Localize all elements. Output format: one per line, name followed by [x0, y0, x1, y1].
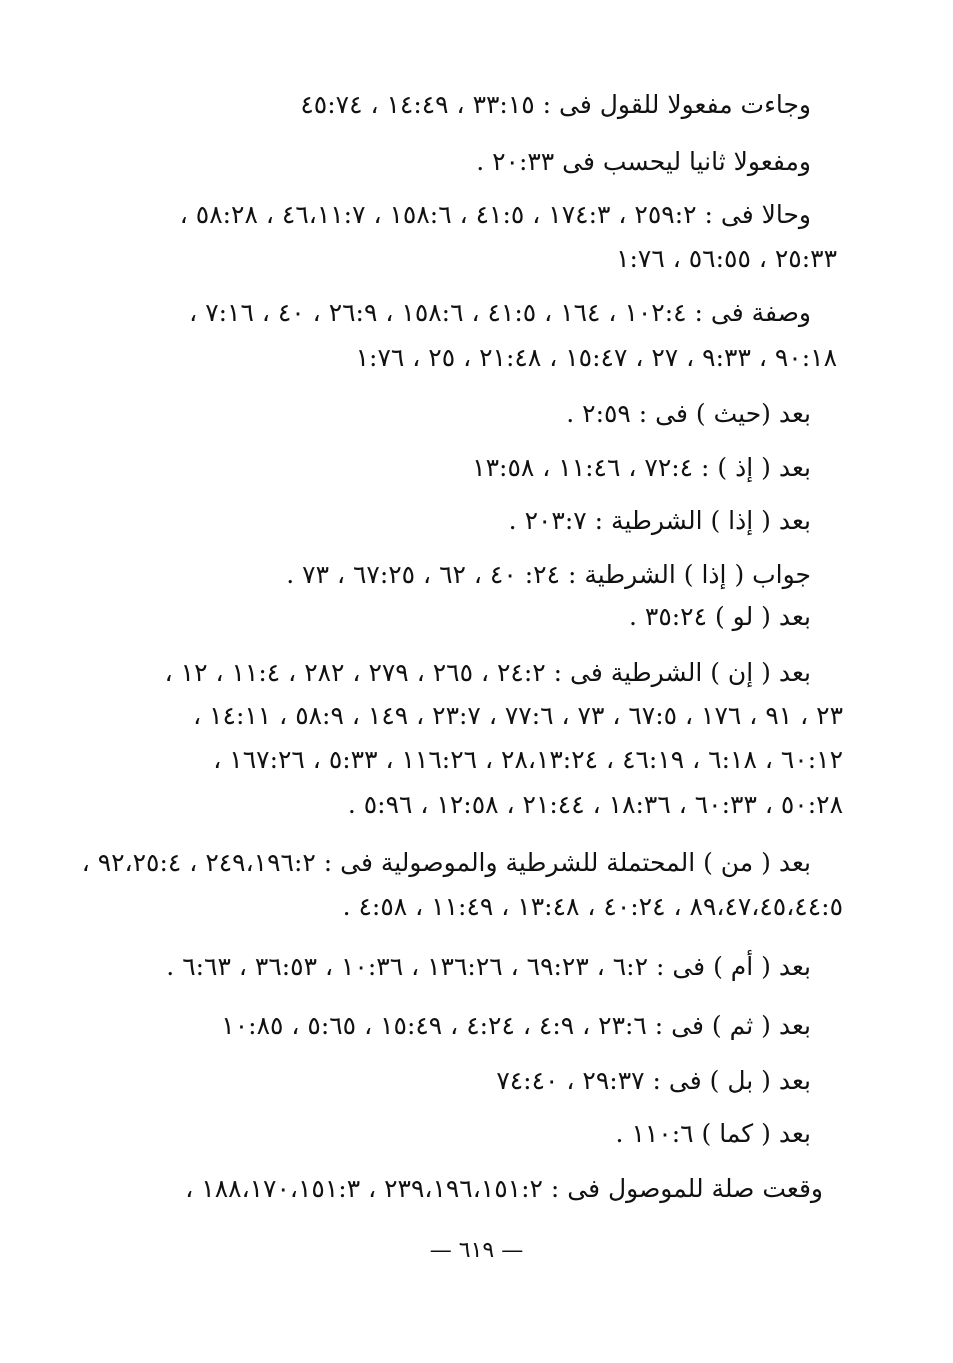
text-line: بعد ( أم ) فى : ٦:٢ ، ٦٩:٢٣ ، ١٣٦:٢٦ ، ١٠:٣٦ ، ٣٦:٥٣ ، ٦:٦٣ .	[166, 952, 811, 981]
text-line: بعد (حيث ) فى : ٢:٥٩ .	[566, 399, 811, 428]
text-line: بعد ( إن ) الشرطية فى : ٢٤:٢ ، ٢٦٥ ، ٢٧٩ ، ٢٨٢ ، ١١:٤ ، ١٢ ،	[164, 658, 811, 687]
text-line: ومفعولا ثانيا ليحسب فى ٢٠:٣٣ .	[476, 147, 811, 176]
text-line: بعد ( لو ) ٣٥:٢٤ .	[628, 602, 811, 631]
text-line: ٥٠:٢٨ ، ٦٠:٣٣ ، ١٨:٣٦ ، ٢١:٤٤ ، ١٢:٥٨ ، ٥:٩٦ .	[347, 790, 843, 819]
text-line: بعد ( من ) المحتملة للشرطية والموصولية فى : ٢٤٩،١٩٦:٢ ، ٩٢،٢٥:٤ ،	[81, 848, 811, 877]
text-line: وحالا فى : ٢٥٩:٢ ، ١٧٤:٣ ، ٤١:٥ ، ١٥٨:٦ ، ٤٦،١١:٧ ، ٥٨:٢٨ ،	[179, 200, 811, 229]
text-line: وصفة فى : ١٠٢:٤ ، ١٦٤ ، ٤١:٥ ، ١٥٨:٦ ، ٢٦:٩ ، ٤٠ ، ٧:١٦ ،	[189, 298, 811, 327]
text-line: وجاءت مفعولا للقول فى : ٣٣:١٥ ، ١٤:٤٩ ، ٤٥:٧٤	[300, 90, 811, 119]
page-number: — ٦١٩ —	[429, 1238, 524, 1263]
text-line: بعد ( بل ) فى : ٢٩:٣٧ ، ٧٤:٤٠	[496, 1066, 811, 1095]
text-line: وقعت صلة للموصول فى : ٢٣٩،١٩٦،١٥١:٢ ، ١٨٨،١٧٠،١٥١:٣ ،	[185, 1174, 823, 1203]
text-line: بعد ( كما ) ١١٠:٦ .	[615, 1119, 811, 1148]
text-line: ٩٠:١٨ ، ٩:٣٣ ، ٢٧ ، ١٥:٤٧ ، ٢١:٤٨ ، ٢٥ ، ١:٧٦	[355, 343, 837, 372]
text-line: ٢٣ ، ٩١ ، ١٧٦ ، ٦٧:٥ ، ٧٣ ، ٧٧:٦ ، ٢٣:٧ ، ١٤٩ ، ٥٨:٩ ، ١٤:١١ ،	[193, 701, 843, 730]
text-line: ٨٩،٤٧،٤٥،٤٤:٥ ، ٤٠:٢٤ ، ١٣:٤٨ ، ١١:٤٩ ، ٤:٥٨ .	[342, 892, 843, 921]
text-line: ٦٠:١٢ ، ٦:١٨ ، ٤٦:١٩ ، ٢٨،١٣:٢٤ ، ١١٦:٢٦ ، ٥:٣٣ ، ١٦٧:٢٦ ،	[213, 745, 843, 774]
text-line: جواب ( إذا ) الشرطية : ٢٤: ٤٠ ، ٦٢ ، ٦٧:٢٥ ، ٧٣ .	[286, 560, 811, 589]
text-line: بعد ( ثم ) فى : ٢٣:٦ ، ٤:٩ ، ٤:٢٤ ، ١٥:٤٩ ، ٥:٦٥ ، ١٠:٨٥	[221, 1011, 811, 1040]
text-line: ٢٥:٣٣ ، ٥٦:٥٥ ، ١:٧٦	[616, 244, 837, 273]
text-line: بعد ( إذ ) : ٧٢:٤ ، ١١:٤٦ ، ١٣:٥٨	[472, 453, 811, 482]
text-line: بعد ( إذا ) الشرطية : ٢٠٣:٧ .	[508, 506, 811, 535]
